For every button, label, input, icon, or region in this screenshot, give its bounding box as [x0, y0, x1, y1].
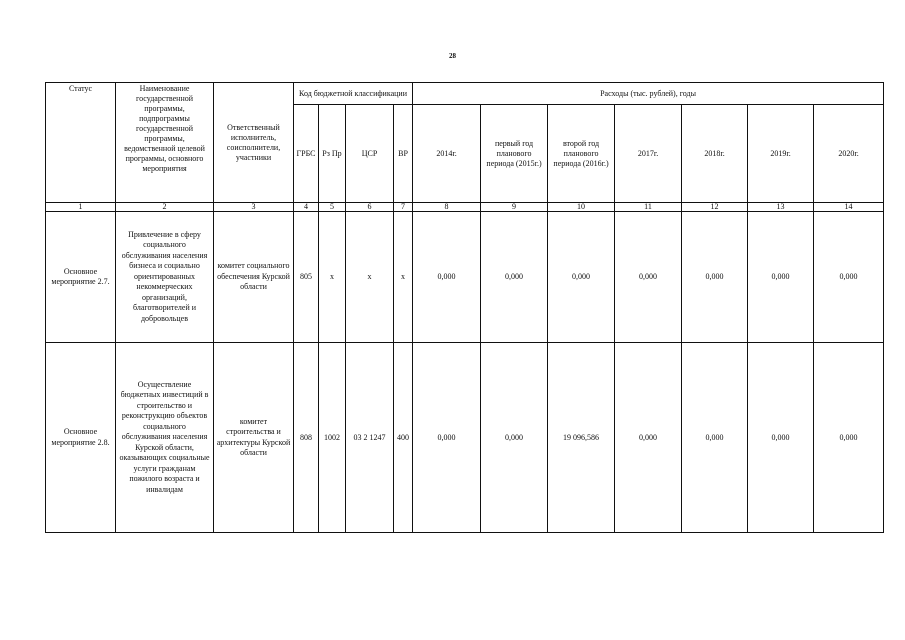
row-value-2017: 0,000 — [615, 212, 682, 343]
header-2019: 2019г. — [748, 105, 814, 203]
table-row — [46, 212, 884, 343]
header-vr: ВР — [394, 105, 413, 203]
row-csr: 03 2 1247 — [346, 343, 394, 533]
row-value-2014: 0,000 — [413, 212, 481, 343]
header-2014: 2014г. — [413, 105, 481, 203]
column-number: 14 — [814, 203, 884, 212]
page-number: 28 — [449, 52, 456, 60]
row-value-2018: 0,000 — [682, 343, 748, 533]
budget-table — [45, 82, 884, 533]
row-value-2016: 19 096,586 — [548, 343, 615, 533]
column-number: 8 — [413, 203, 481, 212]
column-number: 5 — [319, 203, 346, 212]
column-number: 7 — [394, 203, 413, 212]
row-value-2019: 0,000 — [748, 343, 814, 533]
header-csr: ЦСР — [346, 105, 394, 203]
header-2016: второй год планового периода (2016г.) — [548, 105, 615, 203]
row-vr: 400 — [394, 343, 413, 533]
header-budget-code: Код бюджетной классификации — [294, 83, 413, 105]
row-name: Осуществление бюджетных инвестиций в строительство и реконструкцию объектов социального обслуживания населения Курской области, оказывающих социальные услуги гражданам пожилого возраста и инвалидам — [116, 343, 214, 533]
column-number: 4 — [294, 203, 319, 212]
row-rz-pr: 1002 — [319, 343, 346, 533]
header-2018: 2018г. — [682, 105, 748, 203]
row-value-2017: 0,000 — [615, 343, 682, 533]
row-value-2014: 0,000 — [413, 343, 481, 533]
column-number: 9 — [481, 203, 548, 212]
table-row — [46, 343, 884, 533]
header-status: Статус — [46, 83, 116, 203]
row-csr: х — [346, 212, 394, 343]
row-grbs: 805 — [294, 212, 319, 343]
row-value-2015: 0,000 — [481, 343, 548, 533]
row-status: Основное мероприятие 2.8. — [46, 343, 116, 533]
header-executor: Ответственный исполнитель, соисполнители, участники — [214, 83, 294, 203]
column-number: 3 — [214, 203, 294, 212]
row-rz-pr: х — [319, 212, 346, 343]
column-number: 11 — [615, 203, 682, 212]
row-executor: комитет строительства и архитектуры Курской области — [214, 343, 294, 533]
column-number: 12 — [682, 203, 748, 212]
row-vr: х — [394, 212, 413, 343]
header-expenses: Расходы (тыс. рублей), годы — [413, 83, 884, 105]
header-rz-pr: Рз Пр — [319, 105, 346, 203]
header-row-1 — [46, 83, 884, 105]
row-value-2020: 0,000 — [814, 343, 884, 533]
row-value-2020: 0,000 — [814, 212, 884, 343]
row-value-2016: 0,000 — [548, 212, 615, 343]
header-name: Наименование государственной программы, подпрограммы государственной программы, ведомственной целевой программы, основного мероприятия — [116, 83, 214, 203]
row-executor: комитет социального обеспечения Курской области — [214, 212, 294, 343]
column-number: 6 — [346, 203, 394, 212]
column-number-row — [46, 203, 884, 212]
column-number: 13 — [748, 203, 814, 212]
column-number: 1 — [46, 203, 116, 212]
row-name: Привлечение в сферу социального обслуживания населения бизнеса и социально ориентированных некоммерческих организаций, благотворителей и добровольцев — [116, 212, 214, 343]
row-value-2015: 0,000 — [481, 212, 548, 343]
row-grbs: 808 — [294, 343, 319, 533]
header-grbs: ГРБС — [294, 105, 319, 203]
header-2015: первый год планового периода (2015г.) — [481, 105, 548, 203]
column-number: 10 — [548, 203, 615, 212]
column-number: 2 — [116, 203, 214, 212]
header-2017: 2017г. — [615, 105, 682, 203]
header-2020: 2020г. — [814, 105, 884, 203]
row-value-2019: 0,000 — [748, 212, 814, 343]
row-value-2018: 0,000 — [682, 212, 748, 343]
row-status: Основное мероприятие 2.7. — [46, 212, 116, 343]
